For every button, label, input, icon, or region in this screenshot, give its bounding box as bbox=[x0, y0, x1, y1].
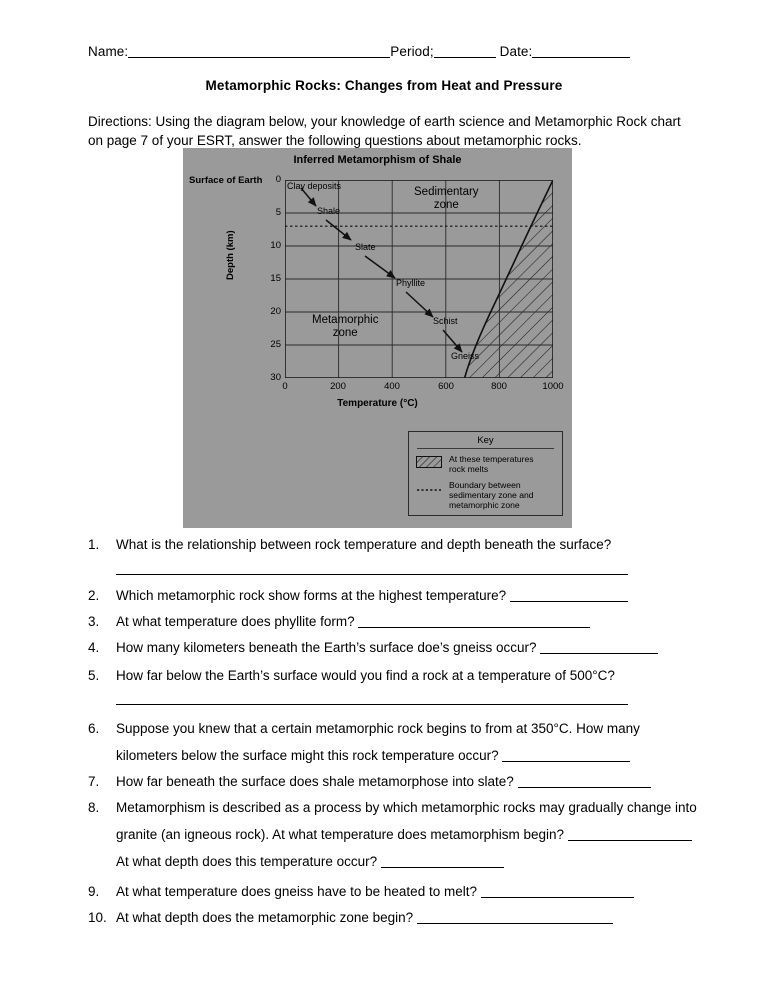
question-1-text: What is the relationship between rock temperature and depth beneath the surface? bbox=[116, 537, 612, 552]
question-3-label: At what temperature does phyllite form? bbox=[116, 614, 355, 629]
rock-label-clay-deposits: Clay deposits bbox=[287, 181, 342, 191]
question-4-number: 4. bbox=[88, 640, 100, 655]
question-4-answer-blank[interactable] bbox=[540, 653, 658, 654]
key-boundary-line1: Boundary between bbox=[449, 480, 521, 490]
x-tick-0: 0 bbox=[282, 381, 288, 392]
surface-of-earth-label: Surface of Earth bbox=[189, 175, 263, 186]
question-8-text2 bbox=[116, 825, 692, 844]
question-4-label: How many kilometers beneath the Earth’s surface doe’s gneiss occur? bbox=[116, 640, 537, 655]
key-boundary-line3: metamorphic zone bbox=[449, 500, 520, 510]
y-tick-25: 25 bbox=[270, 339, 281, 350]
x-tick-200: 200 bbox=[330, 381, 346, 392]
x-tick-1000: 1000 bbox=[542, 381, 564, 392]
metamorphic-zone-label bbox=[312, 314, 378, 340]
y-tick-0: 0 bbox=[275, 174, 281, 185]
key-title: Key bbox=[477, 435, 494, 446]
key-boundary-text bbox=[449, 480, 534, 510]
y-tick-30: 30 bbox=[270, 372, 281, 383]
question-1-number: 1. bbox=[88, 537, 100, 552]
question-7-number: 7. bbox=[88, 774, 100, 789]
question-1-answer-line[interactable] bbox=[116, 574, 628, 575]
name-label: Name: bbox=[88, 44, 129, 59]
key-melt-line2: rock melts bbox=[449, 464, 489, 474]
key-divider bbox=[417, 448, 554, 449]
question-10-number: 10. bbox=[88, 910, 107, 925]
dotted-line-icon bbox=[416, 481, 442, 499]
question-9-label: At what temperature does gneiss have to be heated to melt? bbox=[116, 884, 477, 899]
question-7-label: How far beneath the surface does shale metamorphose into slate? bbox=[116, 774, 514, 789]
key-melt-text bbox=[449, 454, 534, 474]
question-7-text bbox=[116, 772, 651, 791]
question-8-label2: granite (an igneous rock). At what temperature does metamorphism begin? bbox=[116, 827, 564, 842]
period-blank[interactable] bbox=[434, 57, 496, 58]
metamorphic-zone-line1: Metamorphic bbox=[312, 314, 379, 326]
question-2-answer-blank[interactable] bbox=[510, 601, 628, 602]
hatch-swatch-icon bbox=[416, 455, 442, 473]
rock-label-gneiss: Gneiss bbox=[451, 351, 480, 361]
date-blank[interactable] bbox=[532, 57, 630, 58]
student-info-row bbox=[88, 44, 688, 59]
question-5-number: 5. bbox=[88, 668, 100, 683]
question-10-label: At what depth does the metamorphic zone begin? bbox=[116, 910, 414, 925]
name-blank[interactable] bbox=[128, 57, 390, 58]
question-6-text: Suppose you knew that a certain metamorphic rock begins to from at 350°C. How many bbox=[116, 721, 640, 736]
y-tick-5: 5 bbox=[275, 207, 281, 218]
question-9-text bbox=[116, 882, 634, 901]
question-8-text: Metamorphism is described as a process by which metamorphic rocks may gradually change into bbox=[116, 800, 697, 815]
key-box bbox=[408, 431, 563, 516]
question-3-text bbox=[116, 612, 590, 631]
key-row-melt bbox=[409, 454, 562, 480]
sedimentary-zone-label bbox=[414, 186, 479, 212]
question-10-text bbox=[116, 908, 613, 927]
question-9-number: 9. bbox=[88, 884, 100, 899]
key-boundary-line2: sedimentary zone and bbox=[449, 490, 534, 500]
key-row-boundary bbox=[409, 480, 562, 516]
question-10-answer-blank[interactable] bbox=[417, 923, 613, 924]
period-label: Period; bbox=[390, 44, 434, 59]
depth-axis-label: Depth (km) bbox=[225, 230, 236, 280]
rock-label-schist: Schist bbox=[433, 316, 458, 326]
question-4-text bbox=[116, 638, 658, 657]
page-title: Metamorphic Rocks: Changes from Heat and Pressure bbox=[205, 78, 563, 93]
question-2-number: 2. bbox=[88, 588, 100, 603]
question-8-number: 8. bbox=[88, 800, 100, 815]
y-tick-15: 15 bbox=[270, 273, 281, 284]
question-2-label: Which metamorphic rock show forms at the highest temperature? bbox=[116, 588, 507, 603]
x-tick-400: 400 bbox=[384, 381, 400, 392]
question-6-text2 bbox=[116, 746, 630, 765]
sedimentary-zone-line2: zone bbox=[433, 199, 459, 211]
y-tick-10: 10 bbox=[270, 240, 281, 251]
rock-label-slate: Slate bbox=[355, 242, 376, 252]
directions-text: Directions: Using the diagram below, your knowledge of earth science and Metamorphic Rock chart on page 7 of your ESRT, answer the following questions about metamorphic rocks. bbox=[88, 114, 681, 148]
question-8-text3 bbox=[116, 852, 504, 871]
question-7-answer-blank[interactable] bbox=[518, 787, 651, 788]
rock-label-phyllite: Phyllite bbox=[396, 278, 426, 288]
question-5-text: How far below the Earth’s surface would you find a rock at a temperature of 500°C? bbox=[116, 668, 615, 683]
question-6-number: 6. bbox=[88, 721, 100, 736]
question-8-label3: At what depth does this temperature occur? bbox=[116, 854, 378, 869]
x-tick-600: 600 bbox=[438, 381, 454, 392]
rock-label-shale: Shale bbox=[317, 206, 341, 216]
question-3-number: 3. bbox=[88, 614, 100, 629]
question-9-answer-blank[interactable] bbox=[481, 897, 634, 898]
temperature-axis-label: Temperature (°C) bbox=[337, 398, 418, 409]
question-6-label2: kilometers below the surface might this rock temperature occur? bbox=[116, 748, 499, 763]
metamorphic-zone-line2: zone bbox=[332, 327, 358, 339]
diagram-title: Inferred Metamorphism of Shale bbox=[293, 154, 462, 166]
question-5-answer-line[interactable] bbox=[116, 704, 628, 705]
x-tick-800: 800 bbox=[491, 381, 507, 392]
question-6-answer-blank[interactable] bbox=[502, 761, 630, 762]
sedimentary-zone-line1: Sedimentary bbox=[414, 186, 479, 198]
question-8-answer-blank3[interactable] bbox=[381, 867, 504, 868]
question-3-answer-blank[interactable] bbox=[358, 627, 590, 628]
key-melt-line1: At these temperatures bbox=[449, 454, 534, 464]
diagram-figure bbox=[183, 148, 572, 528]
date-label: Date: bbox=[499, 44, 533, 59]
y-tick-20: 20 bbox=[270, 306, 281, 317]
question-2-text bbox=[116, 586, 628, 605]
question-8-answer-blank2[interactable] bbox=[568, 840, 692, 841]
